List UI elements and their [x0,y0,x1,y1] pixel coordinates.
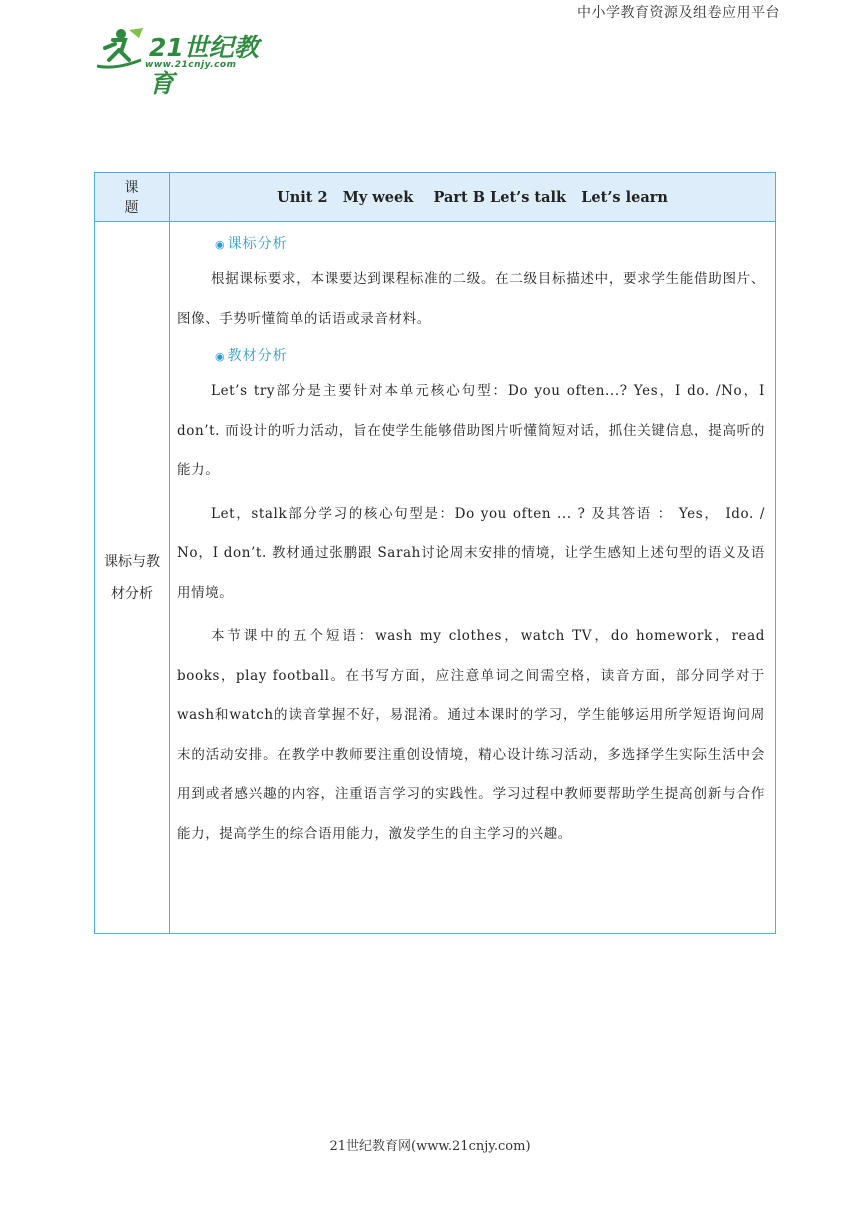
analysis-row [95,222,776,934]
logo [95,26,275,98]
paragraph: 本节课中的五个短语：wash my clothes，watch TV，do homework，read books，play football。在书写方面，应注意单词之间需空格，读音方面，部分同学对于wash和watch的读音掌握不好，易混淆。通过本课时的学习，学生能够运用所学短语询问周末的活动安排。在教学中教师要注重创设情境，精心设计练习活动，多选择学生实际生活中会用到或者感兴趣的内容，注重语言学习的实践性。学习过程中教师要帮助学生提高创新与合作能力，提高学生的综合语用能力，激发学生的自主学习的兴趣。 [177,628,765,842]
footer-text: 21世纪教育网(www.21cnjy.com) [329,1139,531,1154]
topic-row [95,173,776,222]
platform-title: 中小学教育资源及组卷应用平台 [577,5,780,21]
lesson-table [94,172,776,934]
bullet-icon: ◉ [215,238,226,251]
section-heading-text: 课标分析 [227,236,288,252]
paragraph: 根据课标要求，本课要达到课程标准的二级。在二级目标描述中，要求学生能借助图片、图像、手势听懂简单的话语或录音材料。 [177,271,765,327]
runner-logo-icon [95,26,151,74]
section-heading-textbook [177,341,765,372]
paragraph: Let，stalk部分学习的核心句型是：Do you often ... ? 及其答语 ： Yes， Ido. / No，I don’t. 教材通过张鹏跟 Sarah讨论周末安排的情境，让学生感知上述句型的语义及语用情境。 [177,505,765,601]
section-heading-curriculum [177,229,765,260]
analysis-content [170,222,776,934]
section-heading-text: 教材分析 [227,348,288,364]
logo-text: 21世纪教育 [149,33,259,98]
analysis-label [95,222,170,934]
analysis-label-text: 课标与教材分析 [104,553,160,602]
topic-label: 课 题 [95,173,170,222]
bullet-icon: ◉ [215,350,226,363]
topic-value: Unit 2 My week Part B Let’s talk Let’s learn [170,173,776,222]
paragraph: Let’s try部分是主要针对本单元核心句型：Do you often...? Yes，I do. /No，I don’t. 而设计的听力活动，旨在使学生能够借助图片听懂简短对话，抓住关键信息，提高听的能力。 [177,383,765,478]
logo-url: www.21cnjy.com [145,60,237,70]
